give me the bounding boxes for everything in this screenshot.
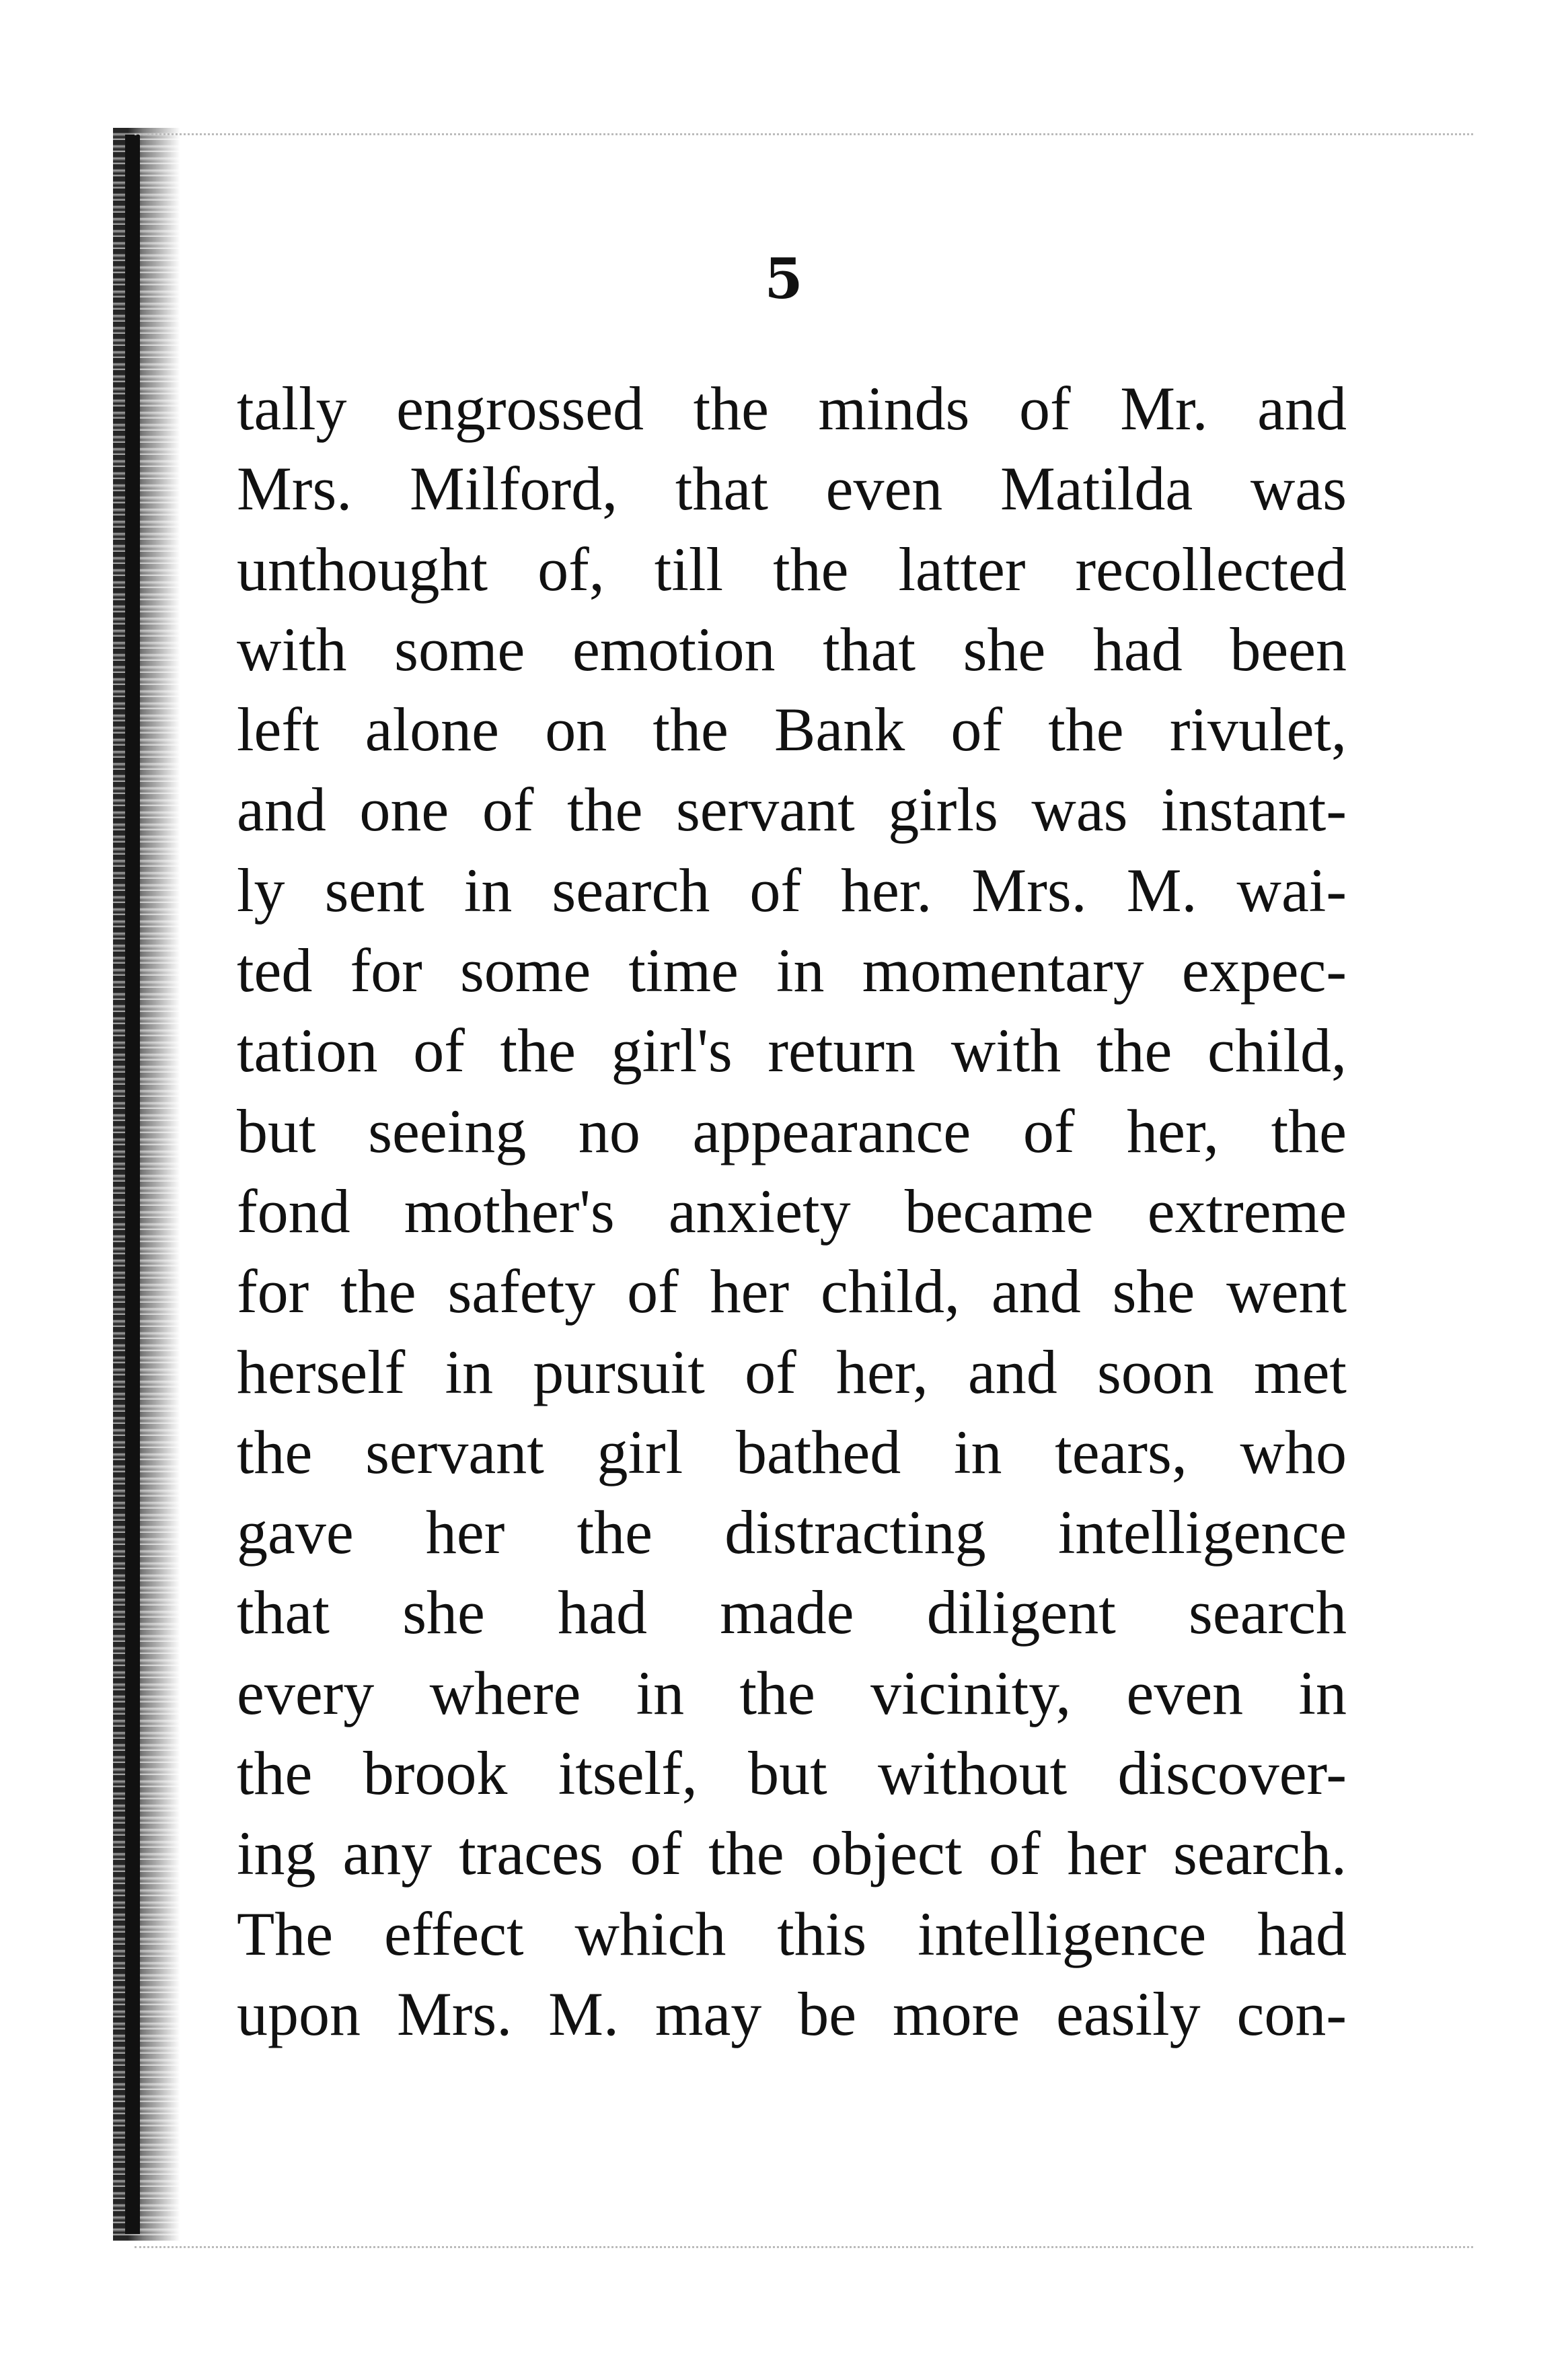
text-line: the brook itself, but without discover- [237, 1739, 1347, 1808]
text-line: but seeing no appearance of her, the [237, 1096, 1347, 1165]
text-line: herself in pursuit of her, and soon met [237, 1337, 1347, 1406]
binding-edge-shadow [113, 128, 180, 2241]
text-line: ly sent in search of her. Mrs. M. wai- [237, 855, 1347, 925]
scan-border-bottom [135, 2246, 1473, 2248]
binding-edge-bar [125, 135, 140, 2234]
text-line: Mrs. Milford, that even Matilda was [237, 454, 1347, 524]
text-line: that she had made diligent search [237, 1578, 1347, 1647]
text-line: upon Mrs. M. may be more easily con- [237, 1979, 1347, 2048]
text-line: and one of the servant girls was instant- [237, 775, 1347, 844]
text-line: left alone on the Bank of the rivulet, [237, 695, 1347, 764]
body-text [237, 369, 1347, 2054]
text-line: The effect which this intelligence had [237, 1899, 1347, 1968]
text-line: ing any traces of the object of her search. [237, 1819, 1347, 1888]
text-line: fond mother's anxiety became extreme [237, 1176, 1347, 1246]
text-line: the servant girl bathed in tears, who [237, 1417, 1347, 1486]
text-line: unthought of, till the latter recollected [237, 534, 1347, 604]
text-line: ted for some time in momentary expec- [237, 936, 1347, 1005]
scan-border-top [135, 133, 1473, 135]
text-line: tally engrossed the minds of Mr. and [237, 374, 1347, 443]
page-number: 5 [764, 247, 803, 312]
text-line: every where in the vicinity, even in [237, 1658, 1347, 1727]
text-line: for the safety of her child, and she went [237, 1257, 1347, 1326]
text-line: with some emotion that she had been [237, 614, 1347, 684]
text-line: tation of the girl's return with the child, [237, 1016, 1347, 1085]
text-line: gave her the distracting intelligence [237, 1498, 1347, 1567]
